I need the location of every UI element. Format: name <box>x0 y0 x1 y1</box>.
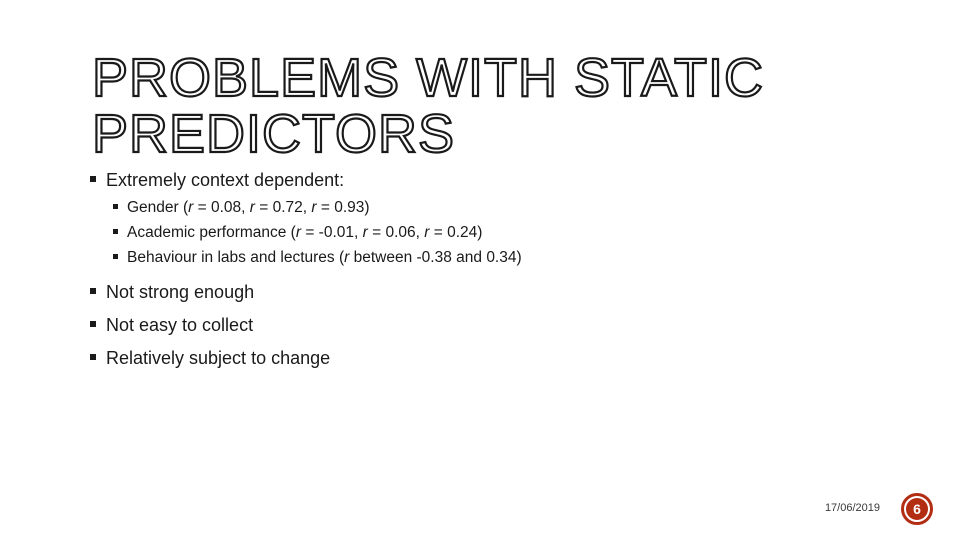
sub-text: between -0.38 and 0.34) <box>349 249 522 266</box>
sub-bullet-gender <box>110 195 848 220</box>
sub-bullet-marker-icon <box>113 229 118 234</box>
sub-text: = 0.06, <box>367 224 425 241</box>
bullet-marker-icon <box>90 354 96 360</box>
bullet-text: Relatively subject to change <box>106 348 331 368</box>
bullet-marker-icon <box>90 288 96 294</box>
r-symbol: r <box>424 224 430 241</box>
sub-text: = 0.93) <box>316 199 370 216</box>
bullet-subject-to-change <box>88 346 848 370</box>
sub-bullet-marker-icon <box>113 254 118 259</box>
bullet-not-strong <box>88 280 848 304</box>
bullet-marker-icon <box>90 176 96 182</box>
page-number-badge <box>901 493 933 525</box>
bullet-text: Extremely context dependent: <box>106 170 345 190</box>
r-symbol: r <box>311 199 317 216</box>
bullet-list <box>88 168 848 370</box>
bullet-marker-icon <box>90 321 96 327</box>
sub-text: = 0.08, <box>193 199 250 216</box>
title-line-1: PROBLEMS WITH STATIC <box>92 48 765 108</box>
bullet-context-dependent <box>88 168 848 270</box>
r-symbol: r <box>188 199 194 216</box>
slide-date: 17/06/2019 <box>824 502 880 514</box>
bullet-text: Not strong enough <box>106 282 255 302</box>
bullet-text: Not easy to collect <box>106 315 254 335</box>
sub-text: Gender ( <box>127 199 189 216</box>
sub-text: Behaviour in labs and lectures ( <box>127 249 345 266</box>
r-symbol: r <box>249 199 255 216</box>
sub-text: = 0.24) <box>429 224 483 241</box>
r-symbol: r <box>344 249 350 266</box>
r-symbol: r <box>295 224 302 241</box>
title-line-2: PREDICTORS <box>92 104 456 164</box>
sub-bullet-behaviour <box>110 245 848 270</box>
sub-bullet-list <box>110 195 848 270</box>
sub-text: = 0.72, <box>254 199 312 216</box>
sub-text: = -0.01, <box>301 224 363 241</box>
bullet-not-easy <box>88 313 848 337</box>
sub-bullet-academic <box>110 220 848 245</box>
slide-title <box>92 50 812 162</box>
page-number: 6 <box>906 498 928 520</box>
r-symbol: r <box>362 224 368 241</box>
sub-bullet-marker-icon <box>113 204 118 209</box>
sub-text: Academic performance ( <box>127 224 296 241</box>
